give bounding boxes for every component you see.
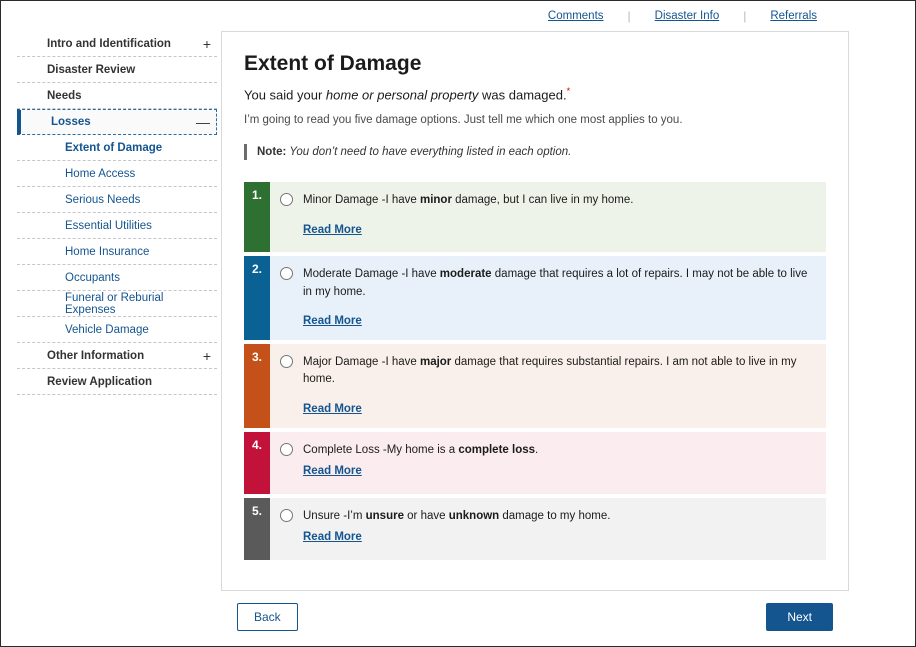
radio-complete-loss[interactable] xyxy=(280,443,293,456)
option-text-post: damage that requires a lot of repairs. I may not be able to live in my home. xyxy=(303,268,808,298)
option-text-bold-2: unknown xyxy=(448,509,500,522)
sidebar-item-label: Serious Needs xyxy=(65,193,141,206)
option-number-badge: 4. xyxy=(244,432,270,494)
collapse-minus-icon[interactable]: — xyxy=(196,114,210,130)
sidebar-item-label: Home Access xyxy=(65,167,136,180)
instruction-text: I’m going to read you five damage options. Just tell me which one most applies to you. xyxy=(244,114,683,127)
damage-option-2[interactable] xyxy=(244,256,826,340)
main-content-panel xyxy=(221,31,849,591)
option-text-bold: moderate xyxy=(439,268,492,281)
option-text xyxy=(303,192,633,242)
option-text xyxy=(303,266,814,330)
lead-emphasis: home or personal property xyxy=(325,87,479,103)
radio-major-damage[interactable] xyxy=(280,355,293,368)
lead-statement xyxy=(244,86,826,102)
read-more-link[interactable]: Read More xyxy=(303,314,362,327)
sidebar-item-occupants[interactable] xyxy=(17,265,217,291)
option-text-post: . xyxy=(535,443,539,456)
damage-option-4[interactable] xyxy=(244,432,826,494)
option-text-pre: Major Damage -I have xyxy=(303,356,420,369)
link-referrals[interactable]: Referrals xyxy=(770,10,817,22)
link-disaster-info[interactable]: Disaster Info xyxy=(654,10,720,22)
sidebar-item-label: Extent of Damage xyxy=(65,141,163,154)
sidebar-item-label: Occupants xyxy=(65,271,120,284)
option-text-bold: major xyxy=(419,356,452,369)
option-text-bold: minor xyxy=(419,194,452,207)
sidebar-item-other-information[interactable] xyxy=(17,343,217,369)
option-number-badge: 5. xyxy=(244,498,270,560)
option-text-post: damage, but I can live in my home. xyxy=(451,194,634,207)
sidebar-item-label: Home Insurance xyxy=(65,245,150,258)
next-button[interactable]: Next xyxy=(766,603,833,631)
read-more-link[interactable]: Read More xyxy=(303,531,362,544)
option-text xyxy=(303,354,814,418)
read-more-link[interactable]: Read More xyxy=(303,465,362,478)
option-text-post-2: damage to my home. xyxy=(499,509,611,522)
sidebar-item-funeral-or-reburial-expenses[interactable] xyxy=(17,291,217,317)
sidebar-item-label: Disaster Review xyxy=(47,63,136,76)
note-text: You don’t need to have everything listed in each option. xyxy=(286,146,572,159)
lead-prefix: You said your xyxy=(244,87,326,103)
read-more-link[interactable]: Read More xyxy=(303,402,362,415)
option-number-badge: 1. xyxy=(244,182,270,252)
page-title: Extent of Damage xyxy=(244,52,422,75)
option-text-pre: Minor Damage -I have xyxy=(303,194,420,207)
option-text-bold: complete loss xyxy=(458,443,536,456)
note-callout xyxy=(244,144,826,160)
damage-option-3[interactable] xyxy=(244,344,826,428)
footer-actions xyxy=(221,603,849,647)
lead-suffix: was damaged. xyxy=(478,87,567,103)
option-text-post: or have xyxy=(403,509,449,522)
radio-minor-damage[interactable] xyxy=(280,193,293,206)
top-utility-bar xyxy=(1,1,915,31)
sidebar-item-losses[interactable] xyxy=(17,109,217,135)
sidebar-item-home-insurance[interactable] xyxy=(17,239,217,265)
sidebar-item-vehicle-damage[interactable] xyxy=(17,317,217,343)
topbar-separator-1: | xyxy=(627,9,631,23)
option-text xyxy=(303,442,538,484)
radio-moderate-damage[interactable] xyxy=(280,267,293,280)
sidebar-item-extent-of-damage[interactable] xyxy=(17,135,217,161)
option-text-post: damage that requires substantial repairs. I am not able to live in my home. xyxy=(303,356,797,386)
sidebar-item-label: Funeral or Reburial Expenses xyxy=(65,291,164,316)
topbar-separator-2: | xyxy=(743,9,747,23)
required-marker: * xyxy=(566,86,571,96)
expand-plus-icon[interactable]: + xyxy=(202,35,211,52)
option-text-bold: unsure xyxy=(365,509,404,522)
read-more-link[interactable]: Read More xyxy=(303,223,362,236)
sidebar-item-label: Essential Utilities xyxy=(65,219,152,232)
option-text-pre: Moderate Damage -I have xyxy=(303,268,440,281)
sidebar-item-label: Review Application xyxy=(47,375,153,388)
option-number-badge: 2. xyxy=(244,256,270,340)
link-comments[interactable]: Comments xyxy=(547,10,604,22)
radio-unsure[interactable] xyxy=(280,509,293,522)
sidebar-item-label: Losses xyxy=(51,116,91,128)
sidebar-item-essential-utilities[interactable] xyxy=(17,213,217,239)
damage-option-1[interactable] xyxy=(244,182,826,252)
back-button[interactable]: Back xyxy=(237,603,298,631)
sidebar-navigation xyxy=(17,31,217,646)
option-text xyxy=(303,508,610,550)
sidebar-item-label: Vehicle Damage xyxy=(65,323,149,336)
note-label: Note: xyxy=(257,146,287,159)
sidebar-item-review-application[interactable] xyxy=(17,369,217,395)
sidebar-item-needs[interactable] xyxy=(17,83,217,109)
sidebar-item-label: Intro and Identification xyxy=(47,37,171,50)
sidebar-item-serious-needs[interactable] xyxy=(17,187,217,213)
expand-plus-icon[interactable]: + xyxy=(202,347,211,364)
damage-option-5[interactable] xyxy=(244,498,826,560)
sidebar-item-label: Other Information xyxy=(47,349,145,362)
option-text-pre: Unsure -I’m xyxy=(303,509,366,522)
option-text-pre: Complete Loss -My home is a xyxy=(303,443,459,456)
sidebar-item-home-access[interactable] xyxy=(17,161,217,187)
sidebar-item-intro-and-identification[interactable] xyxy=(17,31,217,57)
sidebar-item-disaster-review[interactable] xyxy=(17,57,217,83)
sidebar-item-label: Needs xyxy=(47,89,82,102)
option-number-badge: 3. xyxy=(244,344,270,428)
